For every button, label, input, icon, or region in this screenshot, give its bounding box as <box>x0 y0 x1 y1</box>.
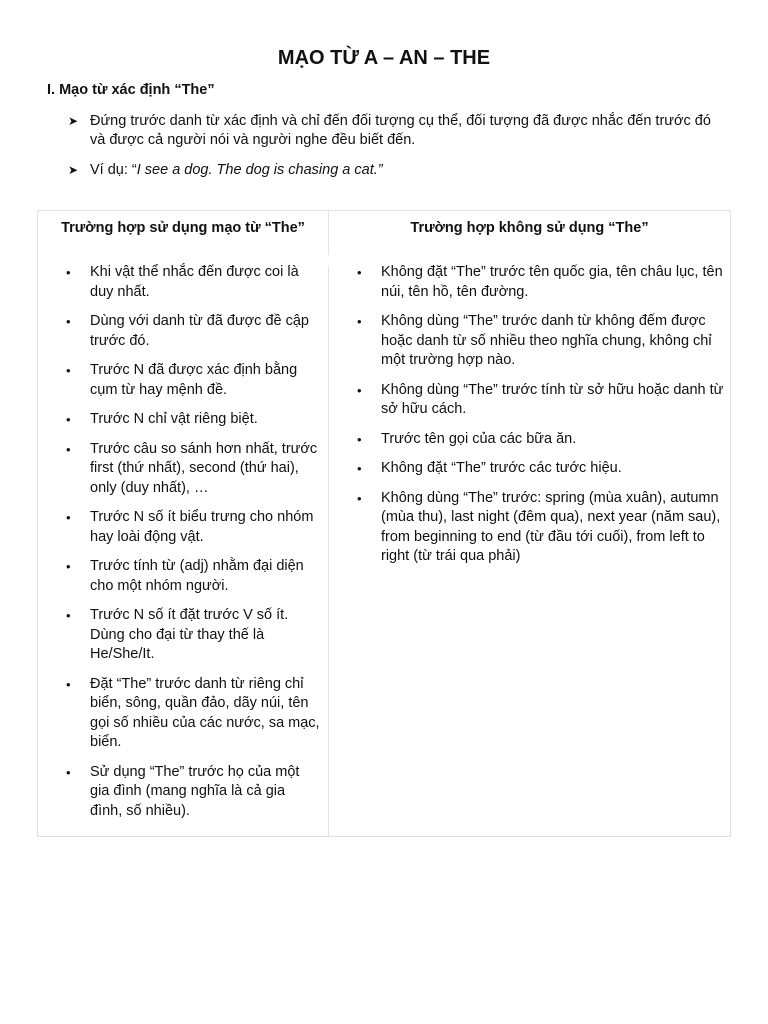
list-item-text: Không dùng “The” trước tính từ sở hữu hoặc danh từ sở hữu cách. <box>381 381 724 417</box>
list-item <box>66 606 321 665</box>
bullet-icon: • <box>66 265 71 280</box>
bullet-icon: • <box>357 490 362 506</box>
bullet-icon: • <box>357 265 362 280</box>
bullet-icon: • <box>357 382 362 398</box>
document-title: MẠO TỪ A – AN – THE <box>277 47 491 69</box>
list-item <box>357 489 729 567</box>
list-item <box>357 430 729 450</box>
usage-table <box>37 210 731 837</box>
intro-list <box>66 112 726 191</box>
list-item <box>66 361 321 400</box>
bullet-icon: • <box>66 363 71 378</box>
bullet-icon: • <box>66 764 71 780</box>
list-item <box>357 263 729 302</box>
list-item <box>66 440 321 499</box>
section-heading: I. Mạo từ xác định “The” <box>47 82 215 98</box>
list-item-text: Trước N đã được xác định bằng cụm từ hay mệnh đề. <box>90 362 298 398</box>
intro-definition-text: Đứng trước danh từ xác định và chỉ đến đối tượng cụ thể, đối tượng đã được nhắc đến trước đó và được cả người nói và người nghe đều biết đến. <box>90 113 711 148</box>
bullet-icon: • <box>66 441 71 457</box>
list-item-text: Trước tên gọi của các bữa ăn. <box>381 430 577 447</box>
left-column-list <box>66 263 321 831</box>
list-item-text: Trước N số ít đặt trước V số ít. Dùng cho đại từ thay thế là He/She/It. <box>90 607 289 662</box>
bullet-icon: • <box>357 431 362 447</box>
list-item <box>66 263 321 302</box>
arrow-bullet-icon: ➤ <box>68 163 79 177</box>
list-item-text: Không dùng “The” trước danh từ không đếm được hoặc danh từ số nhiều theo nghĩa chung, không chỉ một trường hợp nào. <box>381 313 712 368</box>
list-item-text: Trước N số ít biểu trưng cho nhóm hay loài động vật. <box>90 509 314 545</box>
list-item-text: Sử dụng “The” trước họ của một gia đình (mang nghĩa là cả gia đình, số nhiều). <box>90 763 300 819</box>
list-item <box>66 763 321 822</box>
list-item-text: Trước tính từ (adj) nhằm đại diện cho một nhóm người. <box>90 558 304 594</box>
bullet-icon: • <box>357 461 362 476</box>
bullet-icon: • <box>66 510 71 525</box>
left-column-header: Trường hợp sử dụng mạo từ “The” <box>61 220 305 236</box>
list-item <box>66 312 321 351</box>
list-item <box>357 459 729 479</box>
list-item-text: Dùng với danh từ đã được đề cập trước đó. <box>90 313 310 349</box>
intro-example <box>66 161 726 180</box>
list-item-text: Khi vật thể nhắc đến được coi là duy nhất. <box>90 264 299 300</box>
list-item <box>66 557 321 596</box>
list-item-text: Không đặt “The” trước tên quốc gia, tên châu lục, tên núi, tên hồ, tên đường. <box>381 264 723 300</box>
list-item-text: Không dùng “The” trước: spring (mùa xuân), autumn (mùa thu), last night (đêm qua), next year (năm sau), from beginning to end (từ đầu tới cuối), from left to right (từ trái qua phải) <box>381 489 721 564</box>
list-item-text: Không đặt “The” trước các tước hiệu. <box>381 460 622 476</box>
bullet-icon: • <box>66 314 71 329</box>
list-item <box>66 675 321 753</box>
bullet-icon: • <box>66 559 71 574</box>
column-divider <box>328 211 329 836</box>
list-item <box>66 508 321 547</box>
list-item <box>357 381 729 420</box>
bullet-icon: • <box>66 608 71 623</box>
bullet-icon: • <box>66 676 71 692</box>
example-prefix: Ví dụ: “ <box>90 162 137 178</box>
bullet-icon: • <box>357 314 362 329</box>
list-item-text: Đặt “The” trước danh từ riêng chỉ biển, sông, quần đảo, dãy núi, tên gọi số nhiều của các nước, sa mạc, biển. <box>90 675 320 750</box>
list-item-text: Trước câu so sánh hơn nhất, trước first (thứ nhất), second (thứ hai), only (duy nhất), … <box>90 440 318 496</box>
right-column-list <box>357 263 729 577</box>
arrow-bullet-icon: ➤ <box>68 114 79 128</box>
example-sentence: I see a dog. The dog is chasing a cat.” <box>136 162 383 178</box>
list-item <box>66 410 321 430</box>
intro-definition <box>66 112 726 150</box>
list-item <box>357 312 729 371</box>
list-item-text: Trước N chỉ vật riêng biệt. <box>90 411 258 427</box>
bullet-icon: • <box>66 412 71 427</box>
right-column-header: Trường hợp không sử dụng “The” <box>410 220 649 236</box>
